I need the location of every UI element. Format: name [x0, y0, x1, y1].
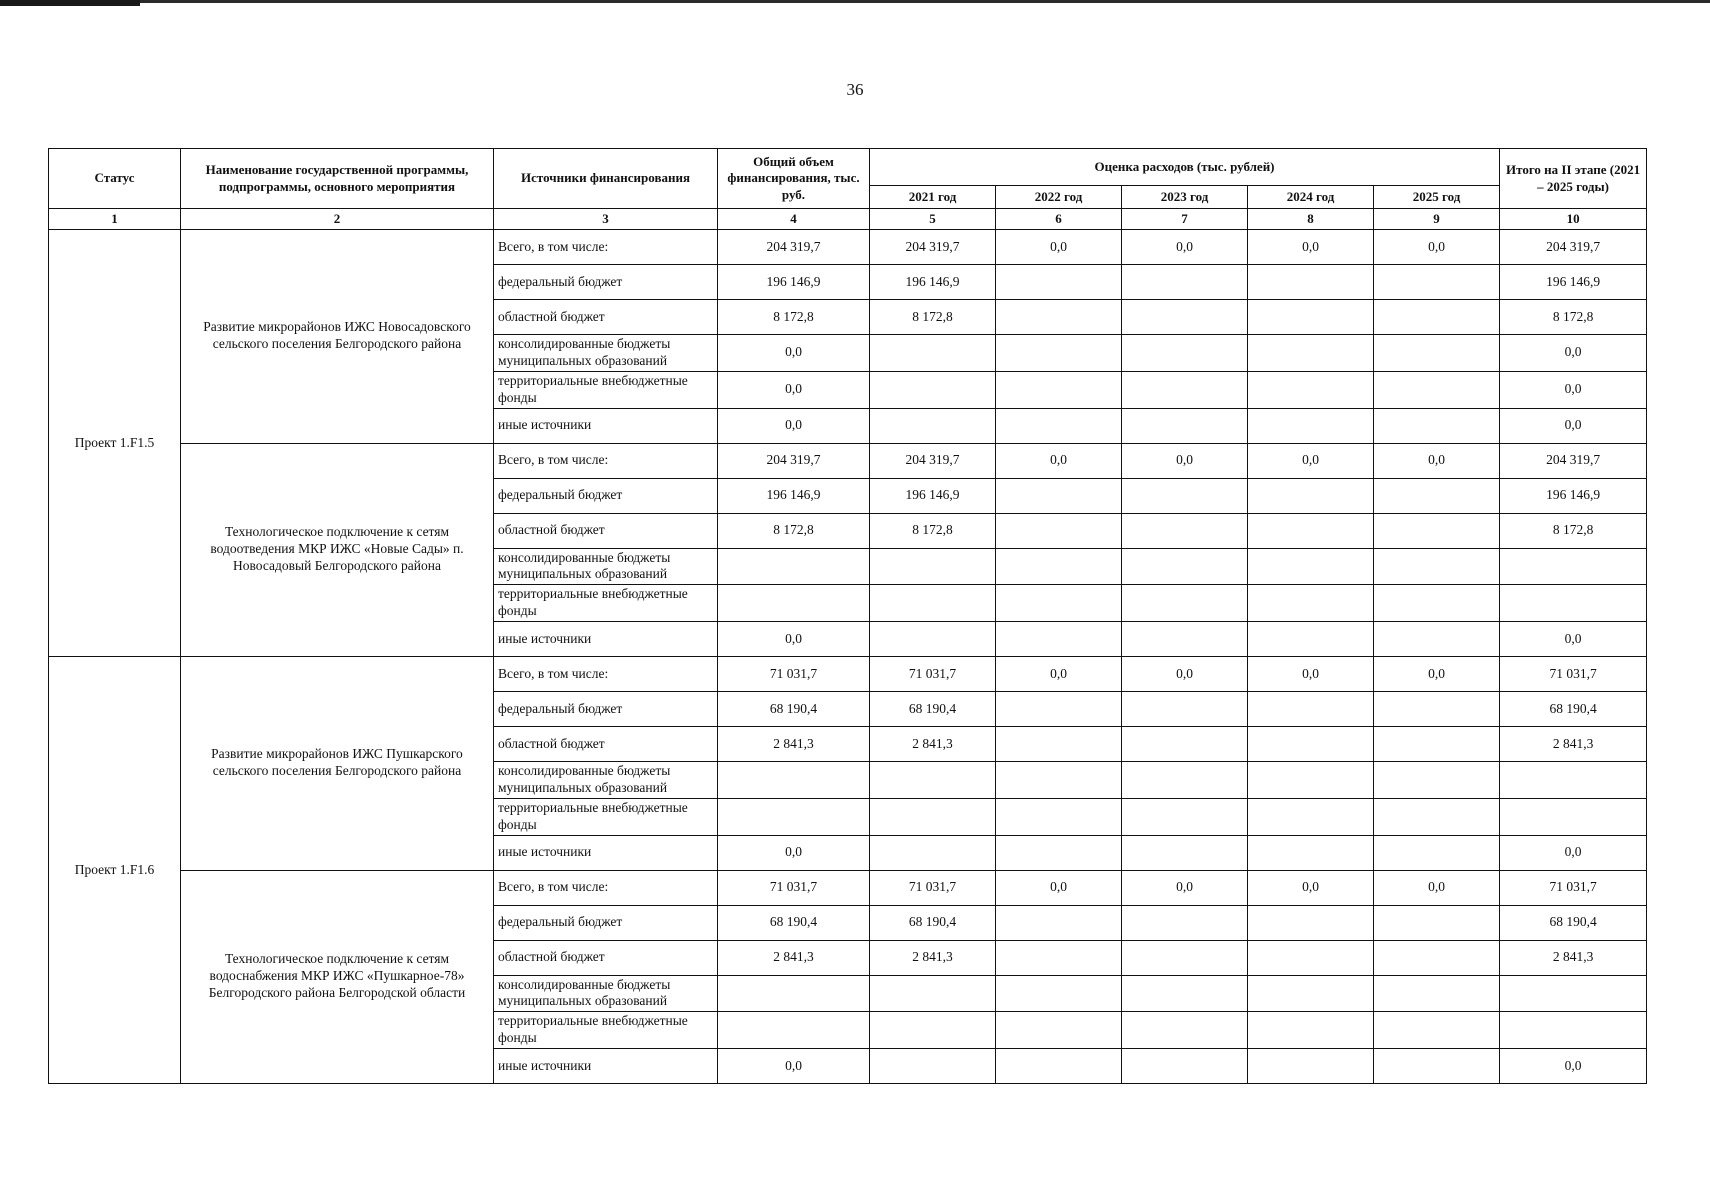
program-name-cell: Развитие микрорайонов ИЖС Пушкарского сельского поселения Белгородского района	[181, 657, 494, 871]
total-cell: 204 319,7	[718, 443, 870, 478]
year-2023-cell	[1122, 1012, 1248, 1049]
year-2025-cell	[1374, 622, 1500, 657]
year-2022-cell	[996, 975, 1122, 1012]
year-2023-cell	[1122, 585, 1248, 622]
year-2024-cell	[1248, 835, 1374, 870]
year-2023-cell	[1122, 335, 1248, 372]
year-2024-cell	[1248, 478, 1374, 513]
year-2025-cell	[1374, 371, 1500, 408]
year-2025-cell	[1374, 975, 1500, 1012]
year-2021-cell	[870, 371, 996, 408]
year-2021-cell	[870, 1012, 996, 1049]
year-2022-cell	[996, 408, 1122, 443]
column-number: 7	[1122, 209, 1248, 230]
year-2025-cell	[1374, 798, 1500, 835]
year-2022-cell	[996, 727, 1122, 762]
year-2023-cell	[1122, 548, 1248, 585]
year-2021-cell: 196 146,9	[870, 478, 996, 513]
funding-source-cell: областной бюджет	[494, 513, 718, 548]
total-cell: 68 190,4	[718, 905, 870, 940]
stage-total-cell	[1500, 762, 1647, 799]
year-2023-cell: 0,0	[1122, 443, 1248, 478]
total-cell	[718, 798, 870, 835]
funding-source-cell: территориальные внебюджетные фонды	[494, 798, 718, 835]
total-cell: 71 031,7	[718, 657, 870, 692]
year-2024-cell	[1248, 622, 1374, 657]
header-estimate: Оценка расходов (тыс. рублей)	[870, 149, 1500, 186]
year-2024-cell	[1248, 1012, 1374, 1049]
column-number: 3	[494, 209, 718, 230]
year-2025-cell	[1374, 300, 1500, 335]
funding-source-cell: Всего, в том числе:	[494, 230, 718, 265]
year-2021-cell: 204 319,7	[870, 230, 996, 265]
total-cell: 0,0	[718, 835, 870, 870]
funding-source-cell: Всего, в том числе:	[494, 870, 718, 905]
scan-edge-mark	[0, 0, 140, 6]
program-name-cell: Развитие микрорайонов ИЖС Новосадовского сельского поселения Белгородского района	[181, 230, 494, 444]
header-year-2024: 2024 год	[1248, 186, 1374, 209]
table-row	[49, 657, 1647, 692]
column-number: 8	[1248, 209, 1374, 230]
funding-source-cell: иные источники	[494, 1049, 718, 1084]
year-2023-cell	[1122, 622, 1248, 657]
year-2025-cell: 0,0	[1374, 443, 1500, 478]
stage-total-cell: 204 319,7	[1500, 443, 1647, 478]
total-cell: 2 841,3	[718, 727, 870, 762]
year-2021-cell	[870, 798, 996, 835]
column-number: 4	[718, 209, 870, 230]
status-cell: Проект 1.F1.5	[49, 230, 181, 657]
total-cell: 2 841,3	[718, 940, 870, 975]
year-2024-cell	[1248, 692, 1374, 727]
stage-total-cell: 0,0	[1500, 1049, 1647, 1084]
stage-total-cell: 8 172,8	[1500, 300, 1647, 335]
year-2023-cell	[1122, 371, 1248, 408]
year-2021-cell: 68 190,4	[870, 692, 996, 727]
year-2021-cell: 8 172,8	[870, 513, 996, 548]
stage-total-cell: 68 190,4	[1500, 692, 1647, 727]
funding-source-cell: областной бюджет	[494, 300, 718, 335]
funding-source-cell: консолидированные бюджеты муниципальных образований	[494, 975, 718, 1012]
year-2022-cell	[996, 548, 1122, 585]
stage-total-cell: 0,0	[1500, 371, 1647, 408]
year-2023-cell	[1122, 513, 1248, 548]
year-2023-cell	[1122, 940, 1248, 975]
year-2022-cell: 0,0	[996, 230, 1122, 265]
stage-total-cell: 196 146,9	[1500, 265, 1647, 300]
year-2021-cell	[870, 548, 996, 585]
year-2022-cell	[996, 622, 1122, 657]
year-2021-cell: 71 031,7	[870, 657, 996, 692]
total-cell: 0,0	[718, 1049, 870, 1084]
year-2023-cell	[1122, 798, 1248, 835]
stage-total-cell: 71 031,7	[1500, 657, 1647, 692]
table-row	[49, 230, 1647, 265]
total-cell: 0,0	[718, 408, 870, 443]
year-2021-cell	[870, 762, 996, 799]
stage-total-cell	[1500, 798, 1647, 835]
year-2025-cell	[1374, 762, 1500, 799]
stage-total-cell: 8 172,8	[1500, 513, 1647, 548]
year-2025-cell: 0,0	[1374, 230, 1500, 265]
page-number: 36	[846, 80, 864, 99]
funding-source-cell: территориальные внебюджетные фонды	[494, 1012, 718, 1049]
year-2022-cell	[996, 265, 1122, 300]
year-2021-cell: 68 190,4	[870, 905, 996, 940]
year-2024-cell	[1248, 265, 1374, 300]
year-2022-cell	[996, 835, 1122, 870]
year-2021-cell	[870, 335, 996, 372]
funding-source-cell: Всего, в том числе:	[494, 657, 718, 692]
status-cell: Проект 1.F1.6	[49, 657, 181, 1084]
table-row	[49, 443, 1647, 478]
total-cell	[718, 548, 870, 585]
stage-total-cell: 71 031,7	[1500, 870, 1647, 905]
funding-source-cell: территориальные внебюджетные фонды	[494, 371, 718, 408]
year-2025-cell	[1374, 513, 1500, 548]
year-2023-cell: 0,0	[1122, 657, 1248, 692]
year-2025-cell	[1374, 408, 1500, 443]
year-2025-cell	[1374, 548, 1500, 585]
year-2024-cell	[1248, 371, 1374, 408]
year-2023-cell	[1122, 762, 1248, 799]
year-2022-cell	[996, 905, 1122, 940]
year-2025-cell	[1374, 940, 1500, 975]
year-2022-cell: 0,0	[996, 443, 1122, 478]
total-cell	[718, 975, 870, 1012]
total-cell	[718, 1012, 870, 1049]
year-2024-cell	[1248, 335, 1374, 372]
year-2025-cell	[1374, 335, 1500, 372]
year-2021-cell	[870, 975, 996, 1012]
year-2022-cell	[996, 300, 1122, 335]
table-body	[49, 230, 1647, 1084]
total-cell: 196 146,9	[718, 265, 870, 300]
year-2023-cell	[1122, 727, 1248, 762]
column-number-row	[49, 209, 1647, 230]
year-2021-cell: 204 319,7	[870, 443, 996, 478]
stage-total-cell: 0,0	[1500, 622, 1647, 657]
stage-total-cell	[1500, 548, 1647, 585]
year-2025-cell	[1374, 1012, 1500, 1049]
year-2021-cell: 2 841,3	[870, 727, 996, 762]
year-2025-cell	[1374, 478, 1500, 513]
year-2024-cell	[1248, 762, 1374, 799]
stage-total-cell	[1500, 585, 1647, 622]
year-2022-cell: 0,0	[996, 657, 1122, 692]
header-stage-total: Итого на II этапе (2021 – 2025 годы)	[1500, 149, 1647, 209]
header-year-2025: 2025 год	[1374, 186, 1500, 209]
year-2021-cell	[870, 1049, 996, 1084]
funding-source-cell: федеральный бюджет	[494, 478, 718, 513]
total-cell: 0,0	[718, 371, 870, 408]
year-2024-cell: 0,0	[1248, 870, 1374, 905]
column-number: 10	[1500, 209, 1647, 230]
funding-source-cell: консолидированные бюджеты муниципальных образований	[494, 335, 718, 372]
header-year-2023: 2023 год	[1122, 186, 1248, 209]
funding-source-cell: иные источники	[494, 835, 718, 870]
year-2023-cell	[1122, 692, 1248, 727]
column-number: 6	[996, 209, 1122, 230]
year-2021-cell	[870, 585, 996, 622]
table-row	[49, 870, 1647, 905]
year-2025-cell	[1374, 585, 1500, 622]
year-2021-cell	[870, 622, 996, 657]
year-2025-cell: 0,0	[1374, 870, 1500, 905]
funding-source-cell: Всего, в том числе:	[494, 443, 718, 478]
funding-source-cell: федеральный бюджет	[494, 265, 718, 300]
year-2023-cell	[1122, 975, 1248, 1012]
year-2024-cell: 0,0	[1248, 230, 1374, 265]
header-status: Статус	[49, 149, 181, 209]
year-2022-cell	[996, 513, 1122, 548]
total-cell: 0,0	[718, 335, 870, 372]
year-2024-cell	[1248, 513, 1374, 548]
year-2022-cell	[996, 762, 1122, 799]
year-2021-cell: 71 031,7	[870, 870, 996, 905]
year-2023-cell	[1122, 835, 1248, 870]
year-2022-cell	[996, 1049, 1122, 1084]
header-source: Источники финансирования	[494, 149, 718, 209]
year-2021-cell	[870, 835, 996, 870]
year-2023-cell: 0,0	[1122, 870, 1248, 905]
header-row-1	[49, 149, 1647, 186]
year-2024-cell	[1248, 408, 1374, 443]
budget-table	[48, 148, 1647, 1084]
year-2021-cell	[870, 408, 996, 443]
year-2022-cell: 0,0	[996, 870, 1122, 905]
total-cell	[718, 762, 870, 799]
year-2023-cell: 0,0	[1122, 230, 1248, 265]
stage-total-cell: 2 841,3	[1500, 727, 1647, 762]
stage-total-cell: 0,0	[1500, 335, 1647, 372]
total-cell: 71 031,7	[718, 870, 870, 905]
year-2022-cell	[996, 692, 1122, 727]
year-2024-cell	[1248, 905, 1374, 940]
year-2025-cell	[1374, 727, 1500, 762]
column-number: 5	[870, 209, 996, 230]
stage-total-cell: 68 190,4	[1500, 905, 1647, 940]
year-2024-cell: 0,0	[1248, 443, 1374, 478]
total-cell: 204 319,7	[718, 230, 870, 265]
funding-source-cell: областной бюджет	[494, 940, 718, 975]
table-header	[49, 149, 1647, 230]
stage-total-cell: 2 841,3	[1500, 940, 1647, 975]
year-2024-cell	[1248, 727, 1374, 762]
column-number: 9	[1374, 209, 1500, 230]
funding-source-cell: территориальные внебюджетные фонды	[494, 585, 718, 622]
year-2024-cell	[1248, 798, 1374, 835]
year-2025-cell	[1374, 1049, 1500, 1084]
year-2022-cell	[996, 798, 1122, 835]
funding-source-cell: федеральный бюджет	[494, 905, 718, 940]
year-2024-cell	[1248, 300, 1374, 335]
total-cell	[718, 585, 870, 622]
funding-source-cell: иные источники	[494, 622, 718, 657]
total-cell: 8 172,8	[718, 300, 870, 335]
year-2024-cell	[1248, 548, 1374, 585]
year-2023-cell	[1122, 300, 1248, 335]
year-2025-cell: 0,0	[1374, 657, 1500, 692]
year-2023-cell	[1122, 478, 1248, 513]
header-year-2022: 2022 год	[996, 186, 1122, 209]
column-number: 2	[181, 209, 494, 230]
year-2022-cell	[996, 335, 1122, 372]
total-cell: 68 190,4	[718, 692, 870, 727]
header-name: Наименование государственной программы, подпрограммы, основного мероприятия	[181, 149, 494, 209]
total-cell: 0,0	[718, 622, 870, 657]
total-cell: 8 172,8	[718, 513, 870, 548]
year-2022-cell	[996, 478, 1122, 513]
year-2024-cell	[1248, 975, 1374, 1012]
year-2025-cell	[1374, 692, 1500, 727]
year-2025-cell	[1374, 265, 1500, 300]
year-2023-cell	[1122, 265, 1248, 300]
header-year-2021: 2021 год	[870, 186, 996, 209]
stage-total-cell: 0,0	[1500, 835, 1647, 870]
stage-total-cell: 204 319,7	[1500, 230, 1647, 265]
funding-source-cell: консолидированные бюджеты муниципальных образований	[494, 762, 718, 799]
header-total: Общий объем финансирования, тыс. руб.	[718, 149, 870, 209]
column-number: 1	[49, 209, 181, 230]
funding-source-cell: консолидированные бюджеты муниципальных образований	[494, 548, 718, 585]
year-2025-cell	[1374, 905, 1500, 940]
year-2022-cell	[996, 1012, 1122, 1049]
year-2021-cell: 196 146,9	[870, 265, 996, 300]
year-2023-cell	[1122, 905, 1248, 940]
stage-total-cell: 0,0	[1500, 408, 1647, 443]
year-2023-cell	[1122, 408, 1248, 443]
year-2024-cell	[1248, 940, 1374, 975]
year-2024-cell: 0,0	[1248, 657, 1374, 692]
program-name-cell: Технологическое подключение к сетям водоотведения МКР ИЖС «Новые Сады» п. Новосадовый Белгородского района	[181, 443, 494, 657]
year-2021-cell: 2 841,3	[870, 940, 996, 975]
stage-total-cell	[1500, 1012, 1647, 1049]
stage-total-cell: 196 146,9	[1500, 478, 1647, 513]
year-2023-cell	[1122, 1049, 1248, 1084]
funding-source-cell: федеральный бюджет	[494, 692, 718, 727]
total-cell: 196 146,9	[718, 478, 870, 513]
year-2022-cell	[996, 585, 1122, 622]
funding-source-cell: областной бюджет	[494, 727, 718, 762]
funding-source-cell: иные источники	[494, 408, 718, 443]
year-2025-cell	[1374, 835, 1500, 870]
year-2022-cell	[996, 371, 1122, 408]
stage-total-cell	[1500, 975, 1647, 1012]
year-2021-cell: 8 172,8	[870, 300, 996, 335]
year-2022-cell	[996, 940, 1122, 975]
year-2024-cell	[1248, 1049, 1374, 1084]
year-2024-cell	[1248, 585, 1374, 622]
scan-edge	[0, 0, 1710, 3]
program-name-cell: Технологическое подключение к сетям водоснабжения МКР ИЖС «Пушкарное-78» Белгородского района Белгородской области	[181, 870, 494, 1084]
